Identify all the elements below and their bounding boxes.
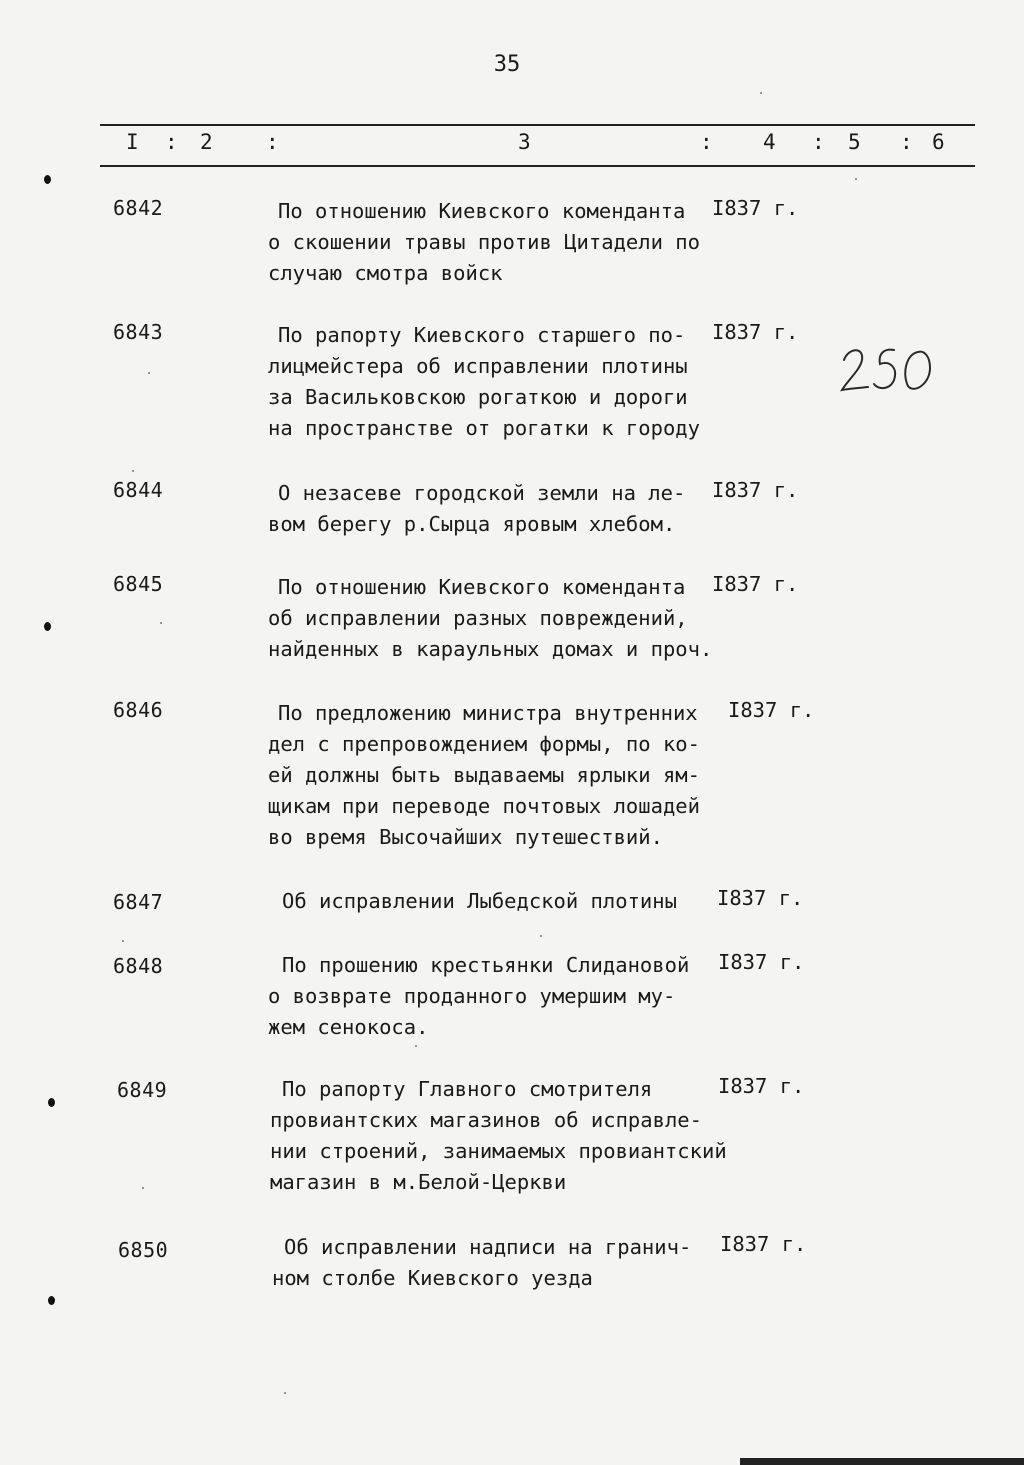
case-date: I837 г. (718, 950, 805, 974)
description-line: По отношению Киевского коменданта (278, 575, 686, 599)
case-date: I837 г. (717, 886, 804, 910)
description-line: Об исправлении Лыбедской плотины (282, 889, 677, 913)
column-header-4: 4 (763, 130, 776, 154)
case-number: 6849 (117, 1078, 168, 1102)
description-line: об исправлении разных повреждений, (268, 606, 688, 630)
case-date: I837 г. (712, 196, 799, 220)
scan-speck (142, 1187, 144, 1189)
case-number: 6846 (113, 698, 164, 722)
description-line: жем сенокоса. (268, 1015, 429, 1039)
case-number: 6845 (113, 572, 164, 596)
description-line: лицмейстера об исправлении плотины (268, 354, 688, 378)
header-bottom-rule (100, 165, 975, 167)
scan-speck (132, 470, 134, 472)
case-date: I837 г. (712, 320, 799, 344)
handwritten-annotation (838, 338, 938, 398)
column-separator-4: : (812, 130, 825, 154)
case-number: 6842 (113, 196, 164, 220)
scan-speck (122, 940, 124, 942)
description-line: вом берегу р.Сырца яровым хлебом. (268, 512, 676, 536)
description-line: о возврате проданного умершим му- (268, 984, 676, 1008)
case-date: I837 г. (728, 698, 815, 722)
case-description (268, 478, 718, 540)
scan-speck (415, 1045, 417, 1047)
column-header-6: 6 (932, 130, 945, 154)
column-header-2: 2 (200, 130, 213, 154)
column-header-3: 3 (518, 130, 531, 154)
description-line: провиантских магазинов об исправле- (270, 1108, 702, 1132)
case-description (268, 196, 718, 289)
description-line: По отношению Киевского коменданта (278, 199, 686, 223)
description-line: во время Высочайших путешествий. (268, 825, 663, 849)
scan-speck (284, 1392, 286, 1394)
description-line: О незасеве городской земли на ле- (278, 481, 686, 505)
description-line: о скошении травы против Цитадели по (268, 230, 700, 254)
case-number: 6847 (113, 890, 164, 914)
case-number: 6843 (113, 320, 164, 344)
description-line: По рапорту Киевского старшего по- (278, 323, 686, 347)
binding-hole (48, 1098, 55, 1107)
scan-speck (148, 372, 150, 374)
case-date: I837 г. (720, 1232, 807, 1256)
description-line: за Васильковскою рогаткою и дороги (268, 385, 688, 409)
case-date: I837 г. (712, 572, 799, 596)
scan-speck (540, 935, 542, 937)
description-line: ей должны быть выдаваемы ярлыки ям- (268, 763, 700, 787)
binding-hole (48, 1296, 55, 1305)
case-date: I837 г. (718, 1074, 805, 1098)
case-description (270, 1074, 727, 1198)
description-line: ном столбе Киевского уезда (272, 1266, 593, 1290)
column-separator-2: : (266, 130, 279, 154)
case-description (268, 572, 718, 665)
description-line: нии строений, занимаемых провиантский (270, 1139, 727, 1163)
description-line: Об исправлении надписи на гранич- (284, 1235, 692, 1259)
description-line: дел с препровождением формы, по ко- (268, 732, 700, 756)
column-header-row (0, 130, 1024, 160)
column-header-1: I (126, 130, 139, 154)
column-separator-3: : (700, 130, 713, 154)
case-description (268, 950, 718, 1043)
case-description (268, 698, 718, 853)
description-line: По рапорту Главного смотрителя (282, 1077, 653, 1101)
description-line: магазин в м.Белой-Церкви (270, 1170, 567, 1194)
case-description (272, 1232, 722, 1294)
column-separator-1: : (165, 130, 178, 154)
case-number: 6844 (113, 478, 164, 502)
description-line: По прошению крестьянки Слидановой (282, 953, 690, 977)
scan-speck (760, 92, 762, 94)
column-header-5: 5 (848, 130, 861, 154)
column-separator-5: : (900, 130, 913, 154)
case-number: 6848 (113, 954, 164, 978)
page-number: 35 (493, 52, 521, 77)
description-line: на пространстве от рогатки к городу (268, 416, 700, 440)
case-number: 6850 (118, 1238, 169, 1262)
scan-speck (160, 622, 162, 624)
description-line: По предложению министра внутренних (278, 701, 698, 725)
scan-speck (855, 178, 857, 180)
case-description (268, 320, 718, 444)
description-line: случаю смотра войск (268, 261, 503, 285)
case-description (268, 886, 718, 917)
binding-hole (44, 622, 51, 631)
description-line: найденных в караульных домах и проч. (268, 637, 713, 661)
description-line: щикам при переводе почтовых лошадей (268, 794, 700, 818)
binding-hole (44, 175, 51, 184)
case-date: I837 г. (712, 478, 799, 502)
header-top-rule (100, 124, 975, 126)
scan-bottom-edge (740, 1458, 1024, 1465)
